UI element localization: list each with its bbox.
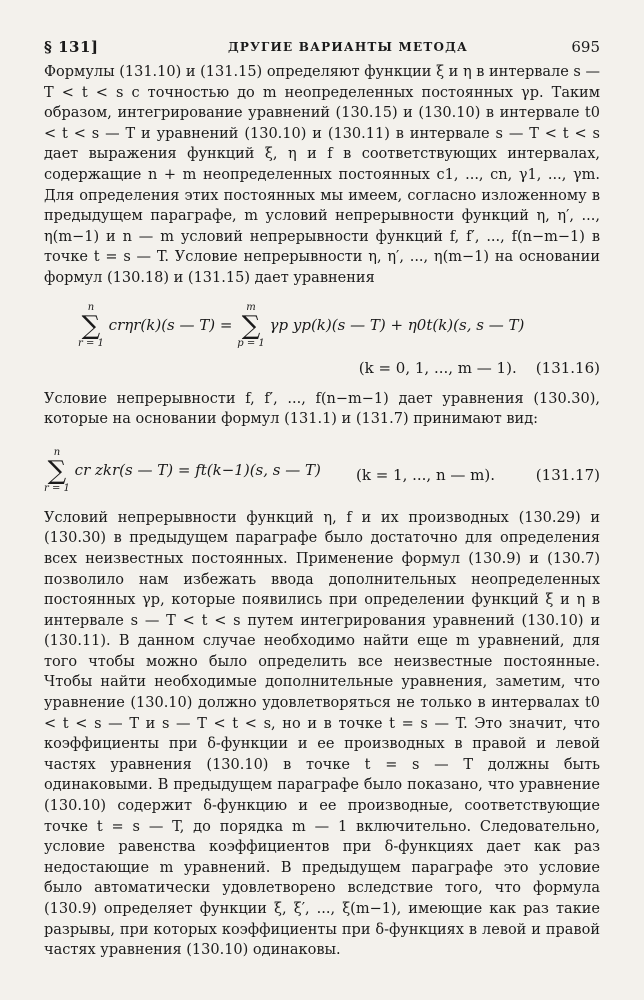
sum-right-upper: m [246, 301, 256, 313]
equation-condition: (k = 1, ..., n — m). [356, 465, 496, 484]
sum-upper: n [53, 446, 61, 458]
sigma-symbol: ∑ [81, 310, 101, 341]
sum [44, 448, 70, 494]
equation-131-16 [44, 297, 600, 389]
equation-rhs: γp yp(k)(s — T) + η0t(k)(s, s — T) [269, 315, 525, 334]
sum-left-upper: n [87, 301, 95, 313]
page-number: 695 [571, 38, 600, 56]
equation-number: (131.16) [535, 358, 600, 377]
sum-right [237, 303, 265, 349]
running-header [44, 36, 600, 62]
equation-lhs: crηr(k)(s — T) = [108, 315, 233, 334]
equation-number: (131.17) [535, 465, 600, 484]
equation-body: cr zkr(s — T) = ft(k−1)(s, s — T) [74, 460, 321, 479]
paragraph-1: Формулы (131.10) и (131.15) определяют функции ξ и η в интервале s — T < t < s с точностью до m неопределенных постоянных γp. Таким образом, интегрирование уравнений (130.15) и (130.10) в интервале t0 < t < s — T и уравнений (130.10) и (130.11) в интервале s — T < t < s дает выражения функций ξ, η и f в соответствующих интервалах, содержащие n + m неопределенных постоянных c1, ..., cn, γ1, ..., γm. Для определения этих постоянных мы имеем, согласно изложенному в предыдущем параграфе, m условий непрерывности функций η, η′, ..., η(m−1) и n — m условий непрерывности функций f, f′, ..., f(n−m−1) в точке t = s — T. Условие непрерывности η, η′, ..., η(m−1) на основании формул (130.18) и (131.15) дает уравнения [44, 64, 600, 286]
section-label: § 131] [44, 38, 99, 56]
paragraph-3: Условий непрерывности функций η, f и их производных (130.29) и (130.30) в предыдущем параграфе было достаточно для определения всех неизвестных постоянных. Применение формул (130.9) и (130.7) позволило нам избежать ввода дополнительных неопределенных постоянных γp, которые появились при определении функций ξ и η в интервале s — T < t < s путем интегрирования уравнений (130.10) и (130.11). В данном случае необходимо найти еще m уравнений, для того чтобы можно было определить все неизвестные постоянные. Чтобы найти необходимые дополнительные уравнения, заметим, что уравнение (130.10) должно удовлетворяться не только в интервалах t0 < t < s — T и s — T < t < s, но и в точке t = s — T. Это значит, что коэффициенты при δ-функции и ее производных в правой и левой частях уравнения (130.10) в точке t = s — T должны быть одинаковыми. В предыдущем параграфе было показано, что уравнение (130.10) содержит δ-функцию и ее производные, соответствующие точке t = s — T, до порядка m — 1 включительно. Следовательно, условие равенства коэффициентов при δ-функциях дает как раз недостающие m уравнений. В предыдущем параграфе это условие было автоматически удовлетворено вследствие того, что формула (130.9) определяет функции ξ, ξ′, ..., ξ(m−1), имеющие как раз такие разрывы, при которых коэффициенты при δ-функциях в левой и правой частях уравнения (130.10) одинаковы. [44, 509, 600, 959]
sum-right-lower: p = 1 [237, 337, 265, 349]
sum-left [78, 303, 104, 349]
paragraph-2: Условие непрерывности f, f′, ..., f(n−m−1) дает уравнения (130.30), которые на основании формул (131.1) и (131.7) принимают вид: [44, 390, 600, 428]
sigma-symbol: ∑ [241, 310, 261, 341]
sum-lower: r = 1 [44, 482, 70, 494]
page [44, 36, 600, 961]
sum-left-lower: r = 1 [78, 337, 104, 349]
equation-condition: (k = 0, 1, ..., m — 1). [358, 358, 517, 377]
running-title: ДРУГИЕ ВАРИАНТЫ МЕТОДА [228, 40, 468, 54]
sigma-symbol: ∑ [47, 455, 67, 486]
equation-131-17 [44, 444, 600, 508]
